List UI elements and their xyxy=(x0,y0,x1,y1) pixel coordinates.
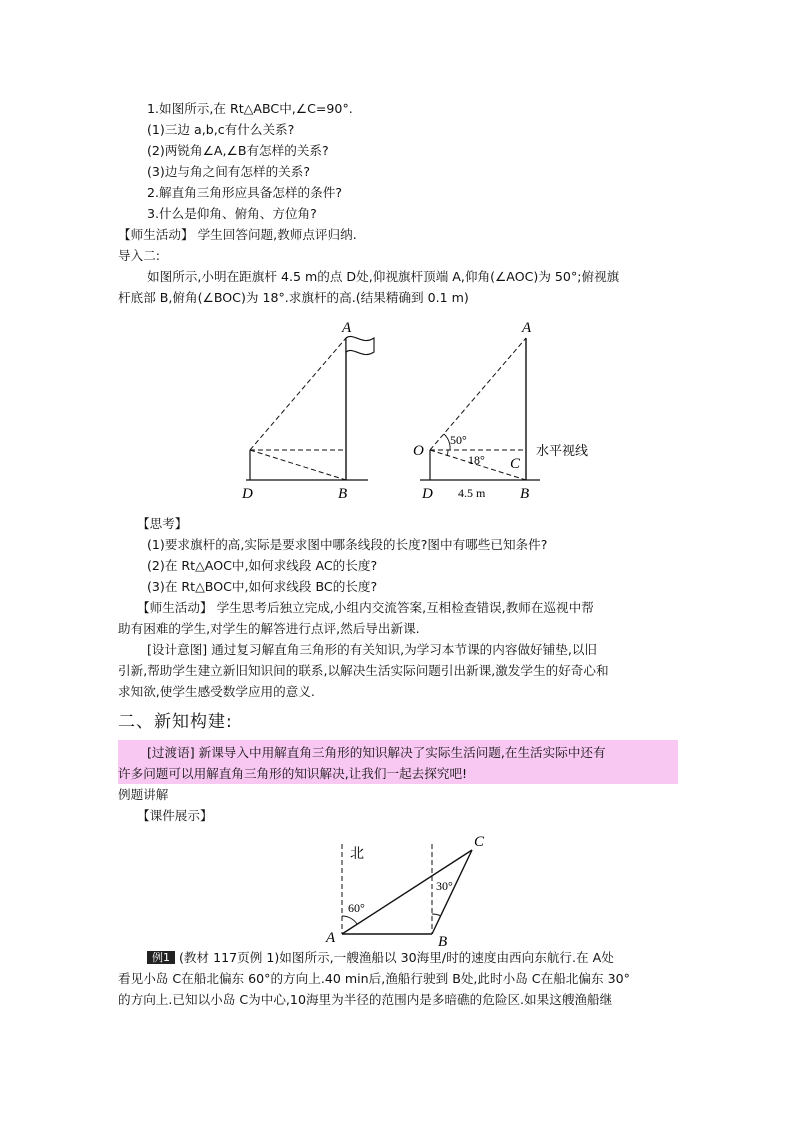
label-d-right: D xyxy=(422,486,433,502)
design-intent-line-3: 求知欲,使学生感受数学应用的意义. xyxy=(118,684,315,699)
label-a-ship: A xyxy=(326,930,336,946)
section-2-heading: 二、新知构建: xyxy=(118,712,233,732)
angle-label-60: 60° xyxy=(348,901,365,915)
review-question-3: 3.什么是仰角、俯角、方位角? xyxy=(147,206,317,221)
review-question-1b: (2)两锐角∠A,∠B有怎样的关系? xyxy=(147,143,329,158)
label-b-left: B xyxy=(338,486,348,502)
think-title: 【思考】 xyxy=(137,516,188,531)
angle-label-30: 30° xyxy=(436,879,453,893)
intro-2-problem-line-1: 如图所示,小明在距旗杆 4.5 m的点 D处,仰视旗杆顶端 A,仰角(∠AOC)为 50°;俯视旗 xyxy=(147,269,620,284)
review-question-2: 2.解直角三角形应具备怎样的条件? xyxy=(147,185,343,200)
label-b-ship: B xyxy=(438,934,448,950)
flag-shape xyxy=(346,336,374,354)
teacher-student-activity-1: 【师生活动】 学生回答问题,教师点评归纳. xyxy=(118,227,357,242)
sight-line-up xyxy=(250,338,346,450)
review-question-1: 1.如图所示,在 Rt△ABC中,∠C=90°. xyxy=(147,101,353,116)
angle-arc-60 xyxy=(342,916,357,924)
review-question-1c: (3)边与角之间有怎样的关系? xyxy=(147,164,311,179)
example-explanation-title: 例题讲解 xyxy=(118,787,169,802)
example-1-tag: 例1 xyxy=(147,951,175,964)
transition-line-1: [过渡语] 新课导入中用解直角三角形的知识解决了实际生活问题,在生活实际中还有 xyxy=(147,745,606,760)
teacher-student-activity-2-line-2: 助有困难的学生,对学生的解答进行点评,然后导出新课. xyxy=(118,621,420,636)
north-label: 北 xyxy=(350,846,364,862)
segment-oa xyxy=(430,338,526,450)
sight-line-down xyxy=(250,450,346,480)
design-intent-line-1: [设计意图] 通过复习解直角三角形的有关知识,为学习本节课的内容做好铺垫,以旧 xyxy=(147,642,598,657)
review-question-1a: (1)三边 a,b,c有什么关系? xyxy=(147,122,295,137)
transition-line-2: 许多问题可以用解直角三角形的知识解决,让我们一起去探究吧! xyxy=(118,766,468,781)
label-c: C xyxy=(510,456,521,472)
label-d-left: D xyxy=(242,486,253,502)
triangle-figure-right xyxy=(410,312,610,507)
label-b-right: B xyxy=(520,486,530,502)
label-a-left: A xyxy=(342,320,352,336)
example-1-line-1 xyxy=(147,947,707,968)
intro-2-title: 导入二: xyxy=(118,248,161,263)
label-c-ship: C xyxy=(474,834,485,850)
distance-label: 4.5 m xyxy=(458,486,486,500)
example-1-line-3: 的方向上.已知以小岛 C为中心,10海里为半径的范围内是多暗礁的危险区.如果这艘渔船继 xyxy=(118,992,613,1007)
design-intent-line-2: 引新,帮助学生建立新旧知识间的联系,以解决生活实际问题引出新课,激发学生的好奇心和 xyxy=(118,663,609,678)
think-question-3: (3)在 Rt△BOC中,如何求线段 BC的长度? xyxy=(147,579,378,594)
teacher-student-activity-2-line-1: 【师生活动】 学生思考后独立完成,小组内交流答案,互相检查错误,教师在巡视中帮 xyxy=(137,600,594,615)
intro-2-problem-line-2: 杆底部 B,俯角(∠BOC)为 18°.求旗杆的高.(结果精确到 0.1 m) xyxy=(118,290,469,305)
horizon-label: 水平视线 xyxy=(536,444,589,459)
example-1-line-2: 看见小岛 C在船北偏东 60°的方向上.40 min后,渔船行驶到 B处,此时小岛 C在船北偏东 30° xyxy=(118,971,630,986)
courseware-display-label: 【课件展示】 xyxy=(137,808,213,823)
flagpole-figure-left xyxy=(240,312,390,507)
angle-label-50: 50° xyxy=(450,433,467,447)
think-question-1: (1)要求旗杆的高,实际是要求图中哪条线段的长度?图中有哪些已知条件? xyxy=(147,537,548,552)
label-o: O xyxy=(413,443,424,459)
bearing-figure xyxy=(320,830,500,950)
angle-label-18: 18° xyxy=(468,453,485,467)
angle-arc-30 xyxy=(432,914,441,916)
think-question-2: (2)在 Rt△AOC中,如何求线段 AC的长度? xyxy=(147,558,378,573)
example-1-line-1-text: (教材 117页例 1)如图所示,一艘渔船以 30海里/时的速度由西向东航行.在 A处 xyxy=(179,950,614,965)
label-a-right: A xyxy=(522,320,532,336)
